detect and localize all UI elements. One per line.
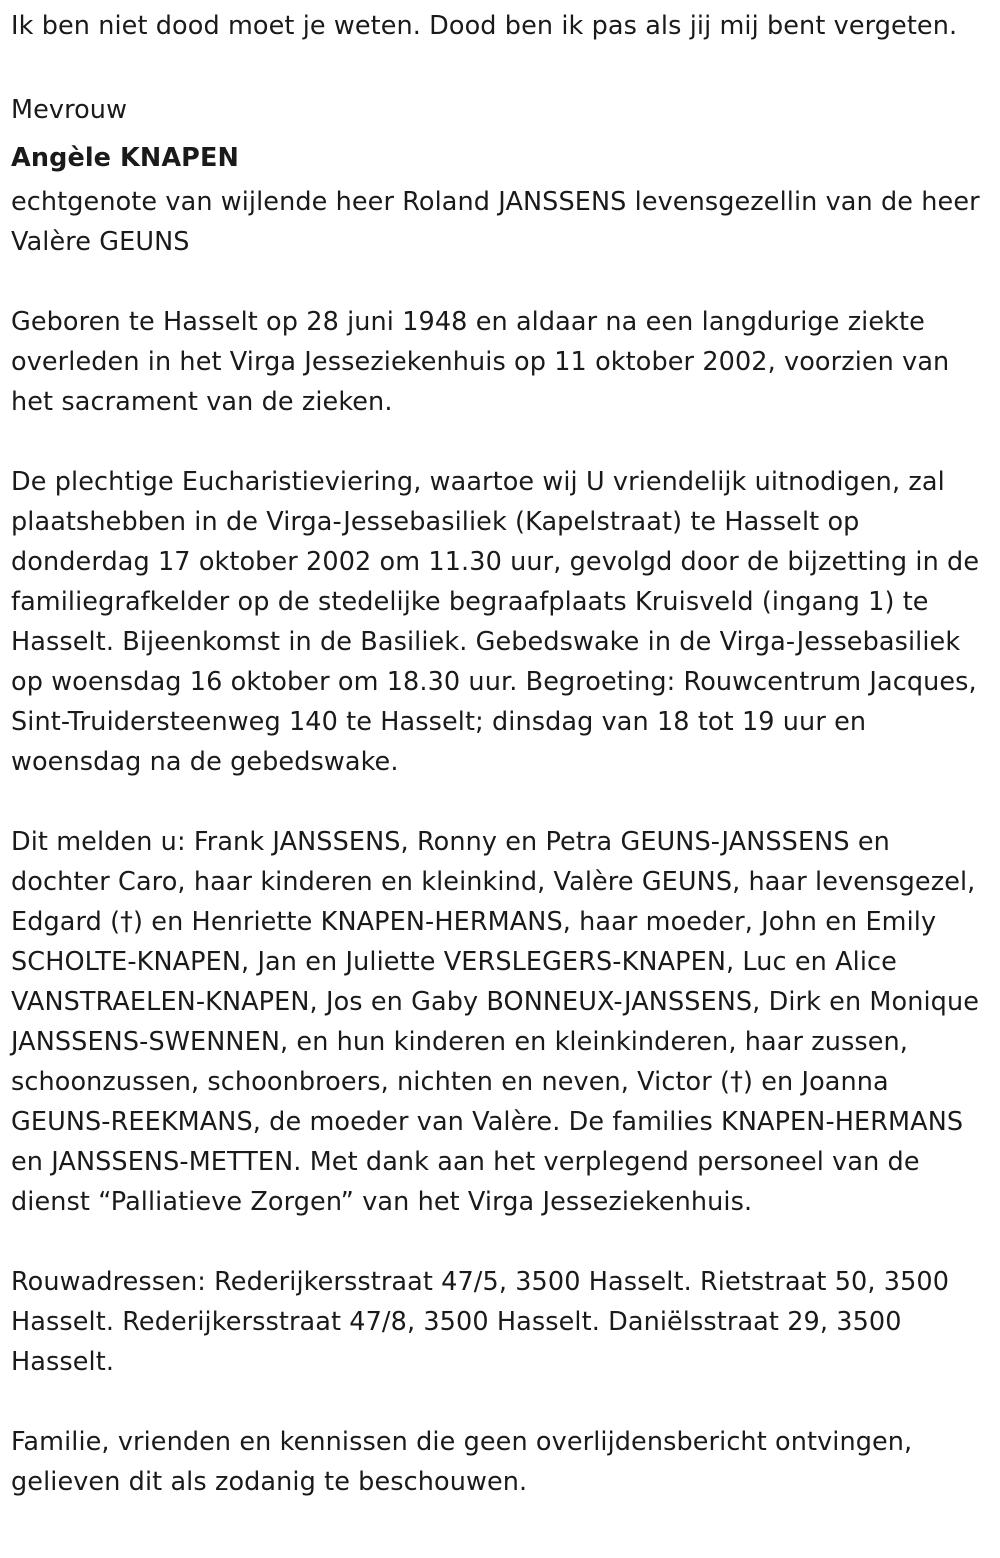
opening-quote: Ik ben niet dood moet je weten. Dood ben ik pas als jij mij bent vergeten. <box>11 11 958 41</box>
salutation: Mevrouw <box>11 95 128 125</box>
birth-death-paragraph: Geboren te Hasselt op 28 juni 1948 en aldaar na een langdurige ziekte overleden in het Virga Jesseziekenhuis op 11 oktober 2002, voorzien van het sacrament van de zieken. <box>11 307 950 417</box>
spacer <box>11 782 990 822</box>
deceased-name: Angèle KNAPEN <box>11 143 239 173</box>
spacer <box>11 422 990 462</box>
spacer <box>11 1382 990 1422</box>
announcers-paragraph: Dit melden u: Frank JANSSENS, Ronny en Petra GEUNS-JANSSENS en dochter Caro, haar kinderen en kleinkind, Valère GEUNS, haar levensgezel, Edgard (†) en Henriette KNAPEN-HERMANS, haar moeder, John en Emily SCHOLTE-KNAPEN, Jan en Juliette VERSLEGERS-KNAPEN, Luc en Alice VANSTRAELEN-KNAPEN, Jos en Gaby BONNEUX-JANSSENS, Dirk en Monique JANSSENS-SWENNEN, en hun kinderen en kleinkinderen, haar zussen, schoonzussen, schoonbroers, nichten en neven, Victor (†) en Joanna GEUNS-REEKMANS, de moeder van Valère. De families KNAPEN-HERMANS en JANSSENS-METTEN. Met dank aan het verplegend personeel van de dienst “Palliatieve Zorgen” van het Virga Jesseziekenhuis. <box>11 827 980 1217</box>
spacer <box>11 1222 990 1262</box>
ceremony-paragraph: De plechtige Eucharistieviering, waartoe wij U vriendelijk uitnodigen, zal plaatshebben in de Virga-Jessebasiliek (Kapelstraat) te Hasselt op donderdag 17 oktober 2002 om 11.30 uur, gevolgd door de bijzetting in de familiegrafkelder op de stedelijke begraafplaats Kruisveld (ingang 1) te Hasselt. Bijeenkomst in de Basiliek. Gebedswake in de Virga-Jessebasiliek op woensdag 16 oktober om 18.30 uur. Begroeting: Rouwcentrum Jacques, Sint-Truidersteenweg 140 te Hasselt; dinsdag van 18 tot 19 uur en woensdag na de gebedswake. <box>11 467 980 777</box>
spacer <box>11 262 990 302</box>
spacer <box>11 46 990 86</box>
addresses-paragraph: Rouwadressen: Rederijkersstraat 47/5, 3500 Hasselt. Rietstraat 50, 3500 Hasselt. Rederijkersstraat 47/8, 3500 Hasselt. Daniëlsstraat 29, 3500 Hasselt. <box>11 1267 950 1377</box>
closing-paragraph: Familie, vrienden en kennissen die geen overlijdensbericht ontvingen, gelieven dit als zodanig te beschouwen. <box>11 1427 913 1497</box>
relation-text: echtgenote van wijlende heer Roland JANSSENS levensgezellin van de heer Valère GEUNS <box>11 187 980 257</box>
